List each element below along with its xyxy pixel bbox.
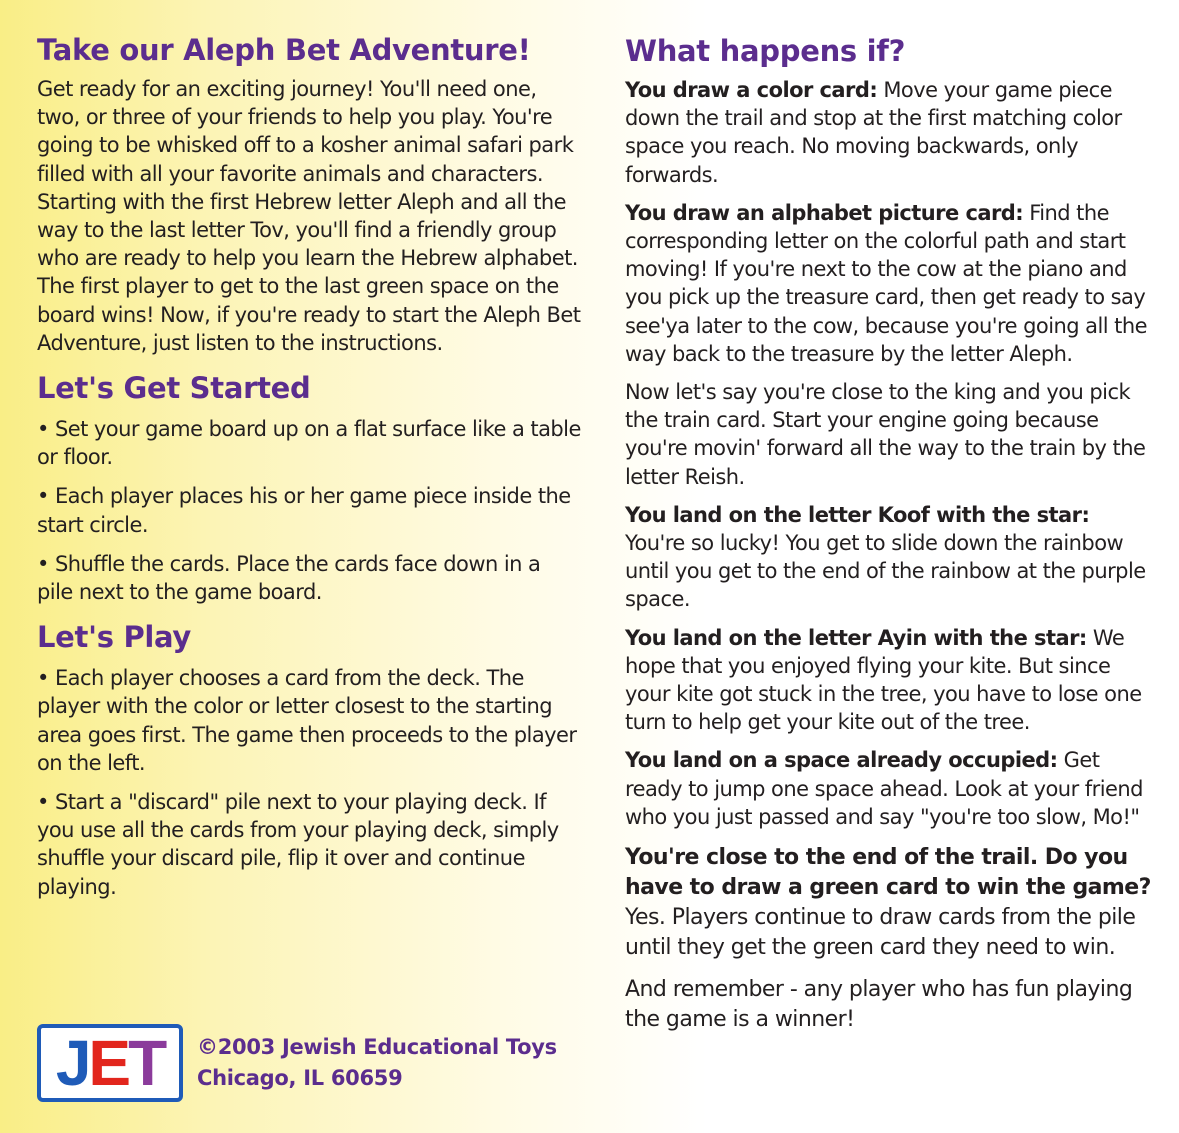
intro-paragraph: Get ready for an exciting journey! You'll need one, two, or three of your friends to help you play. You're going to be whisked off to a kosher animal safari park filled with all your favorite animals and characters. Starting with the first Hebrew letter Aleph and all the way to the last letter Tov, you'll find a friendly group who are ready to help you learn the Hebrew alphabet. The first player to get to the last green space on the board wins! Now, if you're ready to start the Aleph Bet Adventure, just listen to the instructions. [37,77,581,355]
started-item-1: • Set your game board up on a flat surface like a table or floor. [37,417,581,470]
rule-koof-star-text: You're so lucky! You get to slide down the rainbow until you get to the end of the rainbow at the purple space. [625,531,1146,612]
rule-occupied-space [625,746,1155,831]
rule-picture-card [625,199,1155,368]
closing-remark: And remember - any player who has fun playing the game is a winner! [625,977,1133,1033]
rule-train-example: Now let's say you're close to the king and you pick the train card. Start your engine going because you're movin' forward all the way to the train by the letter Reish. [625,380,1146,489]
logo-letter-t: T [128,1027,165,1099]
rule-ayin-star [625,624,1155,737]
copyright-block [197,1032,557,1094]
started-item-2: • Each player places his or her game piece inside the start circle. [37,484,571,537]
rule-color-card [625,76,1155,189]
copyright-text: ©2003 Jewish Educational Toys [197,1035,557,1059]
jet-logo [37,1024,183,1102]
rule-end-of-trail-text: Yes. Players continue to draw cards from the pile until they get the green card they need to win. [625,905,1136,961]
rule-color-card-text: Move your game piece down the trail and stop at the first matching color space you reach. No moving backwards, only forwards. [625,78,1122,187]
right-column [625,0,1155,1035]
rule-koof-star [625,501,1155,614]
rule-occupied-space-text: Get ready to jump one space ahead. Look at your friend who you just passed and say "you're too slow, Mo!" [625,748,1143,829]
publisher-footer [37,1024,557,1102]
heading-get-started: Let's Get Started [37,371,311,406]
rule-picture-card-text: Find the corresponding letter on the colorful path and start moving! If you're next to the cow at the piano and you pick up the treasure card, then get ready to say see'ya later to the cow, because you're going all the way back to the treasure by the letter Aleph. [625,200,1147,366]
rule-ayin-star-title: You land on the letter Ayin with the star: [625,625,1087,650]
rule-picture-card-title: You draw an alphabet picture card: [625,200,1024,225]
play-item-2: • Start a "discard" pile next to your playing deck. If you use all the cards from your playing deck, simply shuffle your discard pile, flip it over and continue playing. [37,790,559,899]
left-column [37,0,582,901]
heading-lets-play: Let's Play [37,620,192,655]
rule-end-of-trail-title: You're close to the end of the trail. Do you have to draw a green card to win the game? [625,845,1151,901]
heading-what-happens: What happens if? [625,34,906,68]
rule-koof-star-title: You land on the letter Koof with the star: [625,502,1090,527]
rule-occupied-space-title: You land on a space already occupied: [625,748,1058,773]
rule-ayin-star-text: We hope that you enjoyed flying your kite. But since your kite got stuck in the tree, you have to lose one turn to help get your kite out of the tree. [625,625,1142,735]
heading-adventure: Take our Aleph Bet Adventure! [37,33,531,67]
rule-end-of-trail [625,843,1155,963]
logo-letter-j: J [55,1027,89,1099]
address-text: Chicago, IL 60659 [197,1066,403,1090]
rule-color-card-title: You draw a color card: [625,78,878,102]
play-item-1: • Each player chooses a card from the deck. The player with the color or letter closest to the starting area goes first. The game then proceeds to the player on the left. [37,666,577,775]
started-item-3: • Shuffle the cards. Place the cards face down in a pile next to the game board. [37,551,541,605]
logo-letter-e: E [88,1027,129,1099]
